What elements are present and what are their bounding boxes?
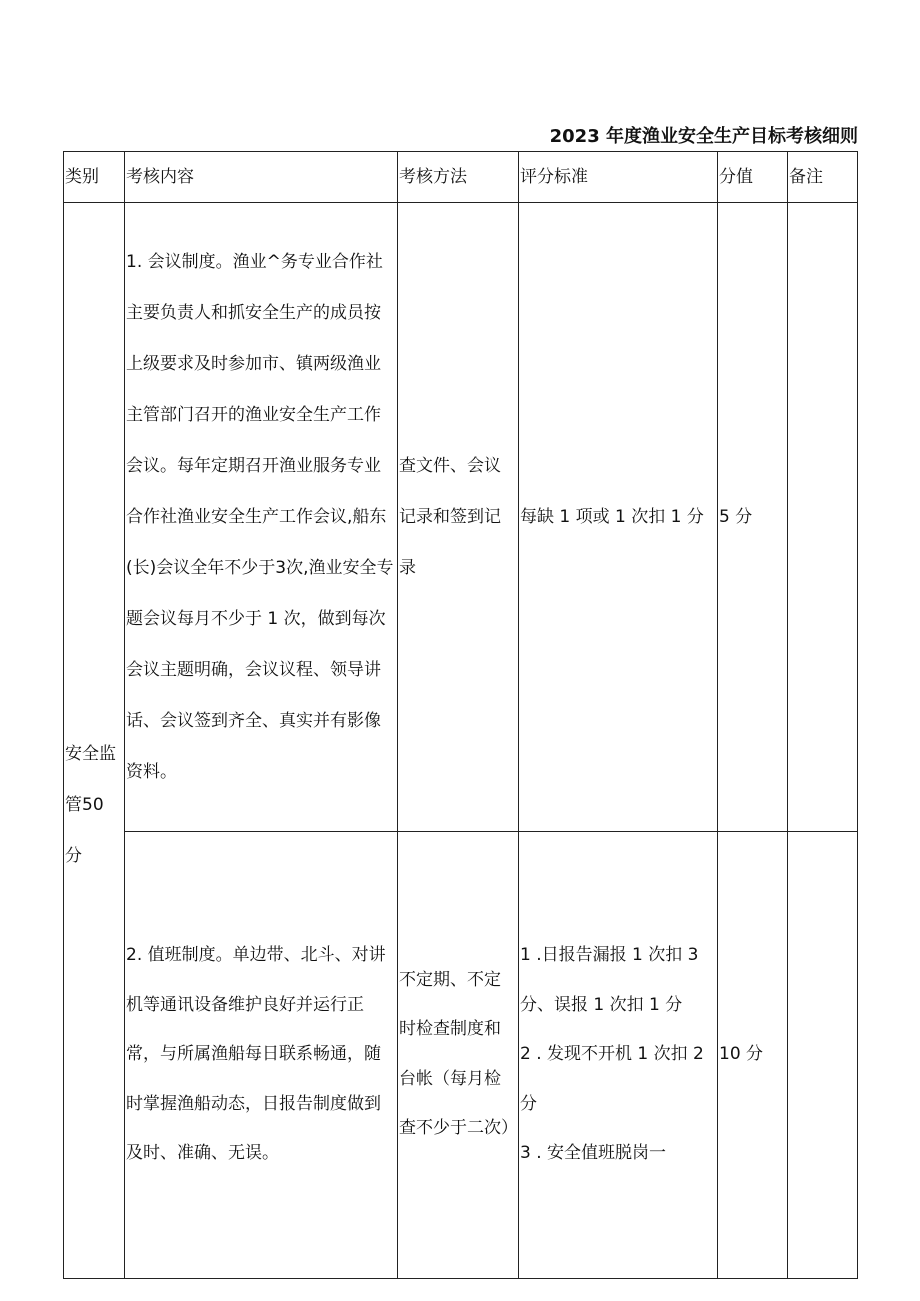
method-cell	[398, 832, 519, 1279]
table-row	[64, 832, 858, 1279]
standard-text: 每缺 1 项或 1 次扣 1 分	[520, 506, 704, 527]
header-standard: 评分标准	[519, 152, 718, 203]
category-label: 安全监管50 分	[65, 743, 116, 866]
header-method: 考核方法	[398, 152, 519, 203]
table-row	[64, 203, 858, 832]
category-cell	[64, 203, 125, 1279]
method-text: 查文件、会议记录和签到记录	[399, 455, 501, 578]
score-text: 5 分	[719, 506, 753, 527]
header-row	[64, 152, 858, 203]
standard-cell	[519, 832, 718, 1279]
header-content: 考核内容	[125, 152, 398, 203]
content-cell	[125, 832, 398, 1279]
header-note: 备注	[788, 152, 858, 203]
standard-cell	[519, 203, 718, 832]
header-category: 类别	[64, 152, 125, 203]
score-cell	[718, 203, 788, 832]
assessment-table	[63, 151, 858, 1279]
score-cell	[718, 832, 788, 1279]
note-cell	[788, 832, 858, 1279]
content-cell	[125, 203, 398, 832]
header-score: 分值	[718, 152, 788, 203]
document-title: 2023 年度渔业安全生产目标考核细则	[549, 126, 858, 147]
score-text: 10 分	[719, 1044, 764, 1065]
note-cell	[788, 203, 858, 832]
content-text: 1. 会议制度。渔业^务专业合作社主要负责人和抓安全生产的成员按上级要求及时参加市、镇两级渔业主管部门召开的渔业安全生产工作会议。每年定期召开渔业服务专业合作社渔业安全生产工作会议,船东(长)会议全年不少于3次,渔业安全专题会议每月不少于 1 次，做到每次会议主题明确，会议议程、领导讲话、会议签到齐全、真实并有影像资料。	[126, 251, 394, 782]
method-text: 不定期、不定时检查制度和台帐（每月检查不少于二次）	[399, 969, 518, 1139]
content-text: 2. 值班制度。单边带、北斗、对讲机等通讯设备维护良好并运行正常，与所属渔船每日联系畅通，随时掌握渔船动态，日报告制度做到及时、准确、无误。	[126, 945, 386, 1163]
standard-text: 1 .日报告漏报 1 次扣 3 分、误报 1 次扣 1 分 2 . 发现不开机 1 次扣 2 分 3 . 安全值班脱岗一	[520, 945, 704, 1163]
method-cell	[398, 203, 519, 832]
